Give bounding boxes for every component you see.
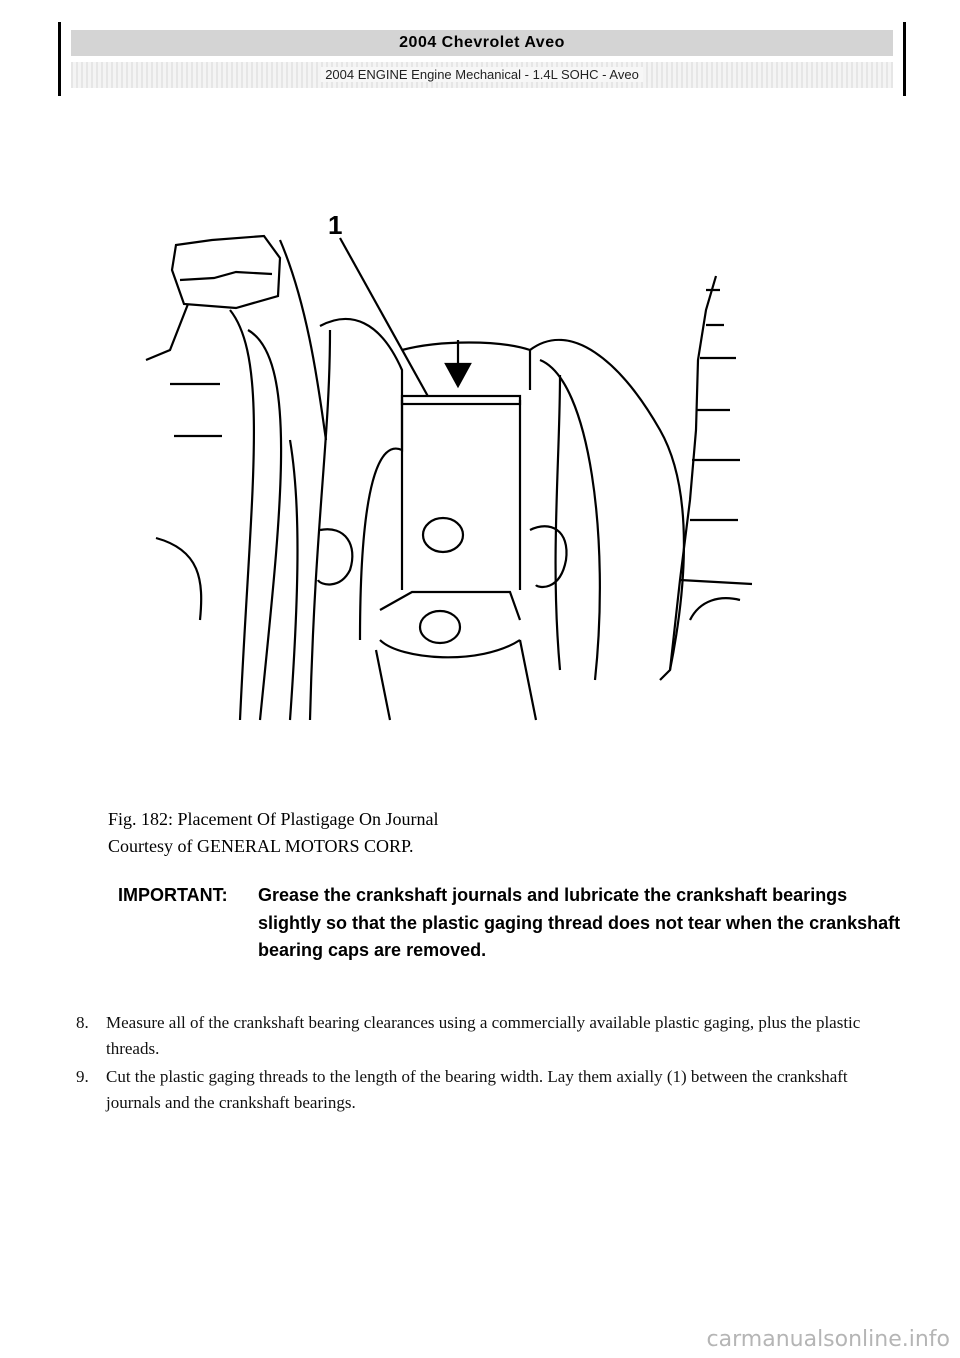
page-header bbox=[58, 22, 906, 96]
journal-web-right-edge bbox=[556, 375, 560, 670]
journal-web-inner bbox=[290, 440, 298, 720]
journal-web-right-inner bbox=[540, 360, 600, 680]
counterweight-lines bbox=[680, 290, 752, 584]
important-note bbox=[118, 882, 908, 965]
down-arrow-icon bbox=[446, 340, 470, 386]
procedure-steps bbox=[76, 1010, 906, 1118]
caption-credit: Courtesy of GENERAL MOTORS CORP. bbox=[108, 836, 414, 856]
important-text: Grease the crankshaft journals and lubricate the crankshaft bearings slightly so that the plastic gaging thread does not tear when the crankshaft bearing caps are removed. bbox=[258, 885, 901, 960]
step-text: Cut the plastic gaging threads to the length of the bearing width. Lay them axially (1) between the crankshaft journals and the crankshaft bearings. bbox=[106, 1067, 848, 1112]
subtitle-text: 2004 ENGINE Engine Mechanical - 1.4L SOHC - Aveo bbox=[321, 67, 643, 82]
outline-line bbox=[156, 436, 222, 620]
oil-hole bbox=[423, 518, 463, 552]
figure-caption bbox=[108, 806, 728, 860]
manual-title: 2004 Chevrolet Aveo bbox=[71, 30, 893, 56]
important-label: IMPORTANT: bbox=[118, 885, 228, 905]
callout-label: 1 bbox=[328, 210, 343, 240]
counterweight-edge bbox=[660, 276, 716, 680]
watermark: carmanualsonline.info bbox=[706, 1327, 950, 1352]
caption-title: Fig. 182: Placement Of Plastigage On Journal bbox=[108, 809, 439, 829]
crankshaft-journal-illustration bbox=[140, 200, 760, 730]
web-edge bbox=[280, 240, 326, 440]
side-hole-left bbox=[318, 529, 352, 584]
oil-hole-lower bbox=[420, 611, 460, 643]
step-number: 8. bbox=[76, 1013, 89, 1032]
bolt-edge bbox=[180, 272, 272, 280]
plastigage-strip bbox=[402, 396, 520, 404]
journal-sides bbox=[402, 400, 520, 590]
side-hole-right bbox=[530, 526, 567, 587]
journal-web-right bbox=[530, 340, 684, 670]
step-text: Measure all of the crankshaft bearing clearances using a commercially available plastic gaging, plus the plastic threads. bbox=[106, 1013, 861, 1058]
step-number: 9. bbox=[76, 1067, 89, 1086]
journal-web-left-edge bbox=[310, 330, 330, 720]
manual-section-subtitle bbox=[71, 62, 893, 88]
list-item bbox=[76, 1064, 906, 1116]
bolt-head bbox=[172, 236, 280, 308]
journal-web-left bbox=[320, 319, 402, 640]
bolt-shank bbox=[146, 304, 188, 360]
list-item bbox=[76, 1010, 906, 1062]
journal-lower-edges bbox=[376, 640, 536, 720]
counterweight-arc bbox=[690, 598, 740, 620]
journal-lower bbox=[380, 592, 520, 657]
web-edge bbox=[230, 310, 254, 720]
